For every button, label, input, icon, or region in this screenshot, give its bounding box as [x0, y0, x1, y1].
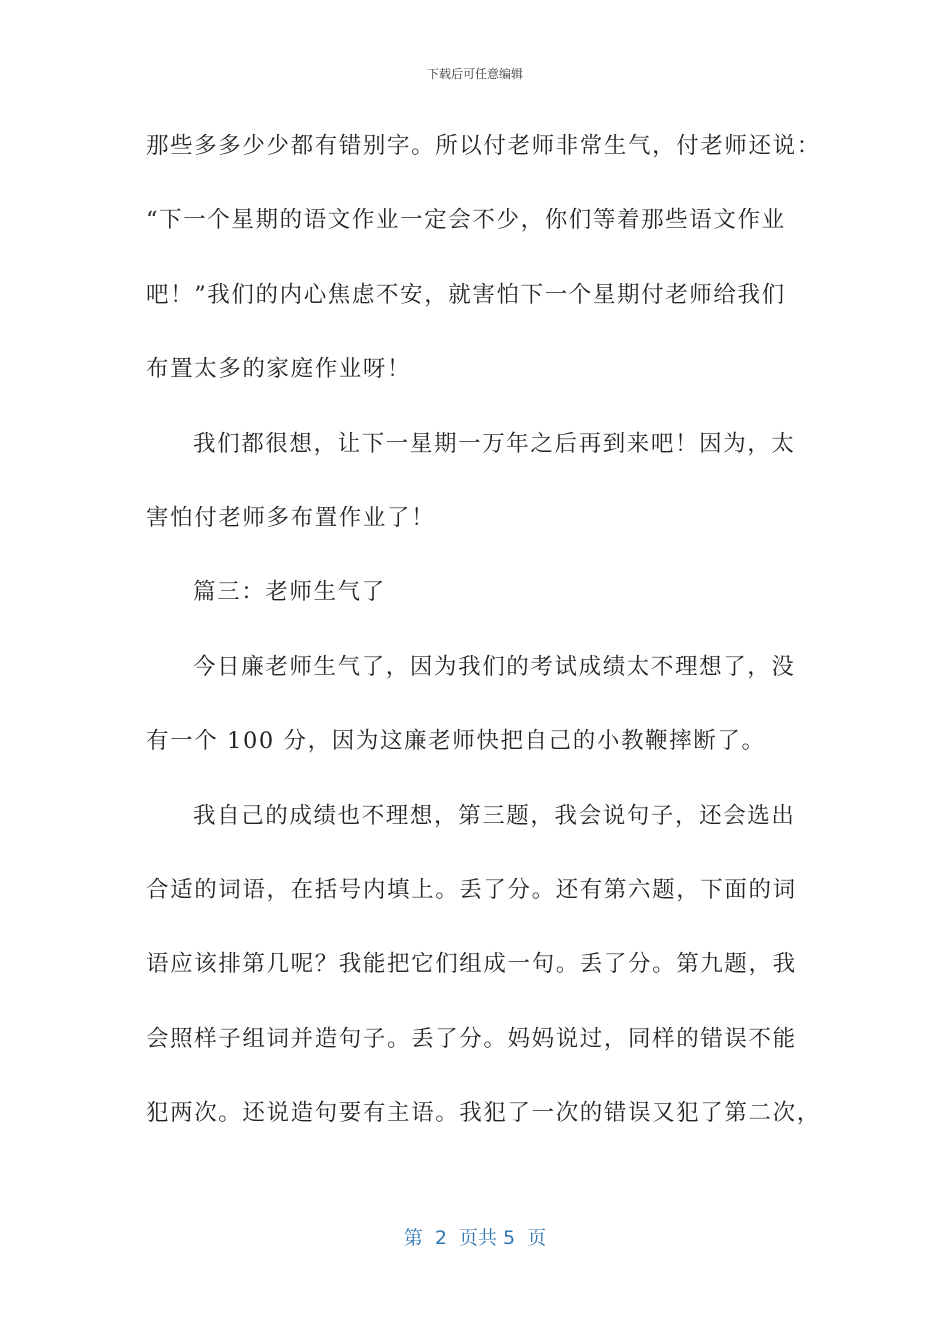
paragraph-line: 有一个 100 分，因为这廉老师快把自己的小教鞭摔断了。 — [146, 728, 766, 755]
document-body — [146, 122, 821, 1163]
paragraph-line: 那些多多少少都有错别字。所以付老师非常生气，付老师还说： — [146, 133, 821, 159]
paragraph-line: 我们都很想，让下一星期一万年之后再到来吧！因为，太 — [193, 430, 796, 457]
paragraph-line: 害怕付老师多布置作业了！ — [146, 504, 436, 531]
section-heading: 篇三：老师生气了 — [193, 579, 386, 606]
paragraph-line: 布置太多的家庭作业呀！ — [146, 356, 412, 383]
paragraph-line: 语应该排第几呢？我能把它们组成一句。丢了分。第九题，我 — [146, 951, 797, 978]
page-header: 下载后可任意编辑 — [426, 67, 523, 81]
paragraph-line: 吧！”我们的内心焦虑不安，就害怕下一个星期付老师给我们 — [146, 281, 786, 308]
paragraph-line: “下一个星期的语文作业一定会不少，你们等着那些语文作业 — [146, 207, 786, 234]
paragraph-line: 我自己的成绩也不理想，第三题，我会说句子，还会选出 — [193, 802, 796, 829]
page-number-footer: 第 2 页共 5 页 — [403, 1227, 547, 1249]
paragraph-line: 合适的词语，在括号内填上。丢了分。还有第六题，下面的词 — [146, 876, 797, 903]
paragraph-line: 会照样子组词并造句子。丢了分。妈妈说过，同样的错误不能 — [146, 1025, 797, 1052]
paragraph-line: 今日廉老师生气了，因为我们的考试成绩太不理想了，没 — [193, 653, 796, 680]
paragraph-line: 犯两次。还说造句要有主语。我犯了一次的错误又犯了第二次， — [146, 1100, 821, 1127]
